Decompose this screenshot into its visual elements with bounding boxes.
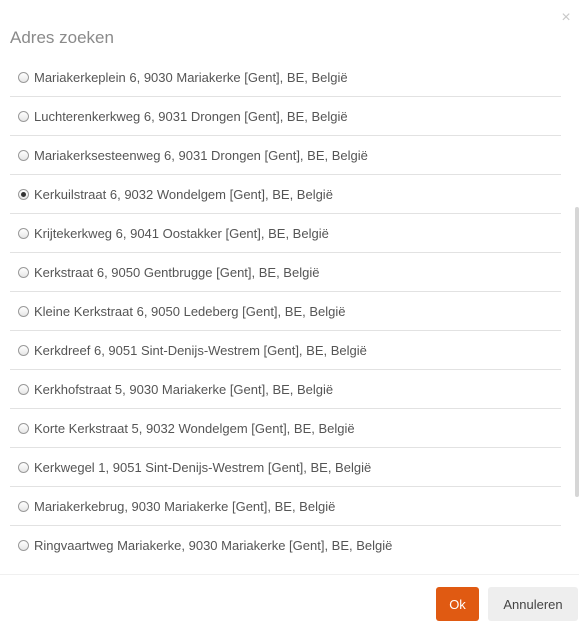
address-label: Kerkuilstraat 6, 9032 Wondelgem [Gent], BE, België: [34, 186, 333, 202]
address-radio-button[interactable]: [18, 462, 29, 473]
address-radio-button[interactable]: [18, 228, 29, 239]
address-radio-button[interactable]: [18, 540, 29, 551]
address-label: Krijtekerkweg 6, 9041 Oostakker [Gent], BE, België: [34, 225, 329, 241]
list-item[interactable]: [10, 526, 561, 564]
address-radio-button[interactable]: [18, 384, 29, 395]
results-list: [10, 60, 561, 566]
dialog-title: Adres zoeken: [10, 28, 114, 47]
address-label: Mariakerkeplein 6, 9030 Mariakerke [Gent], BE, België: [34, 69, 348, 85]
address-label: Mariakerkebrug, 9030 Mariakerke [Gent], BE, België: [34, 498, 336, 514]
ok-button[interactable]: Ok: [436, 587, 479, 621]
address-radio-button[interactable]: [18, 189, 29, 200]
scrollbar[interactable]: [575, 60, 579, 570]
scrollbar-thumb[interactable]: [575, 207, 579, 497]
address-radio-button[interactable]: [18, 501, 29, 512]
cancel-button[interactable]: Annuleren: [488, 587, 578, 621]
list-item[interactable]: [10, 97, 561, 136]
address-label: Kleine Kerkstraat 6, 9050 Ledeberg [Gent], BE, België: [34, 303, 346, 319]
address-label: Kerkdreef 6, 9051 Sint-Denijs-Westrem [Gent], BE, België: [34, 342, 367, 358]
list-item[interactable]: [10, 370, 561, 409]
list-item[interactable]: [10, 331, 561, 370]
list-item[interactable]: [10, 253, 561, 292]
list-item[interactable]: [10, 60, 561, 97]
address-radio-button[interactable]: [18, 72, 29, 83]
address-label: Mariakerksesteenweg 6, 9031 Drongen [Gent], BE, België: [34, 147, 368, 163]
address-label: Kerkwegel 1, 9051 Sint-Denijs-Westrem [Gent], BE, België: [34, 459, 372, 475]
list-item[interactable]: [10, 214, 561, 253]
address-radio-button[interactable]: [18, 306, 29, 317]
list-item[interactable]: [10, 136, 561, 175]
list-item[interactable]: [10, 409, 561, 448]
list-item[interactable]: [10, 448, 561, 487]
address-label: Kerkhofstraat 5, 9030 Mariakerke [Gent], BE, België: [34, 381, 334, 397]
address-label: Ringvaartweg Mariakerke, 9030 Mariakerke [Gent], BE, België: [34, 537, 393, 553]
close-icon[interactable]: ×: [561, 9, 571, 26]
address-label: Kerkstraat 6, 9050 Gentbrugge [Gent], BE, België: [34, 264, 320, 280]
address-radio-button[interactable]: [18, 267, 29, 278]
list-item[interactable]: [10, 292, 561, 331]
address-radio-button[interactable]: [18, 345, 29, 356]
list-item[interactable]: [10, 175, 561, 214]
address-label: Luchterenkerkweg 6, 9031 Drongen [Gent], BE, België: [34, 108, 348, 124]
address-radio-button[interactable]: [18, 150, 29, 161]
address-radio-button[interactable]: [18, 111, 29, 122]
address-label: Korte Kerkstraat 5, 9032 Wondelgem [Gent], BE, België: [34, 420, 355, 436]
list-item[interactable]: [10, 487, 561, 526]
footer-divider: [0, 574, 579, 575]
address-radio-button[interactable]: [18, 423, 29, 434]
